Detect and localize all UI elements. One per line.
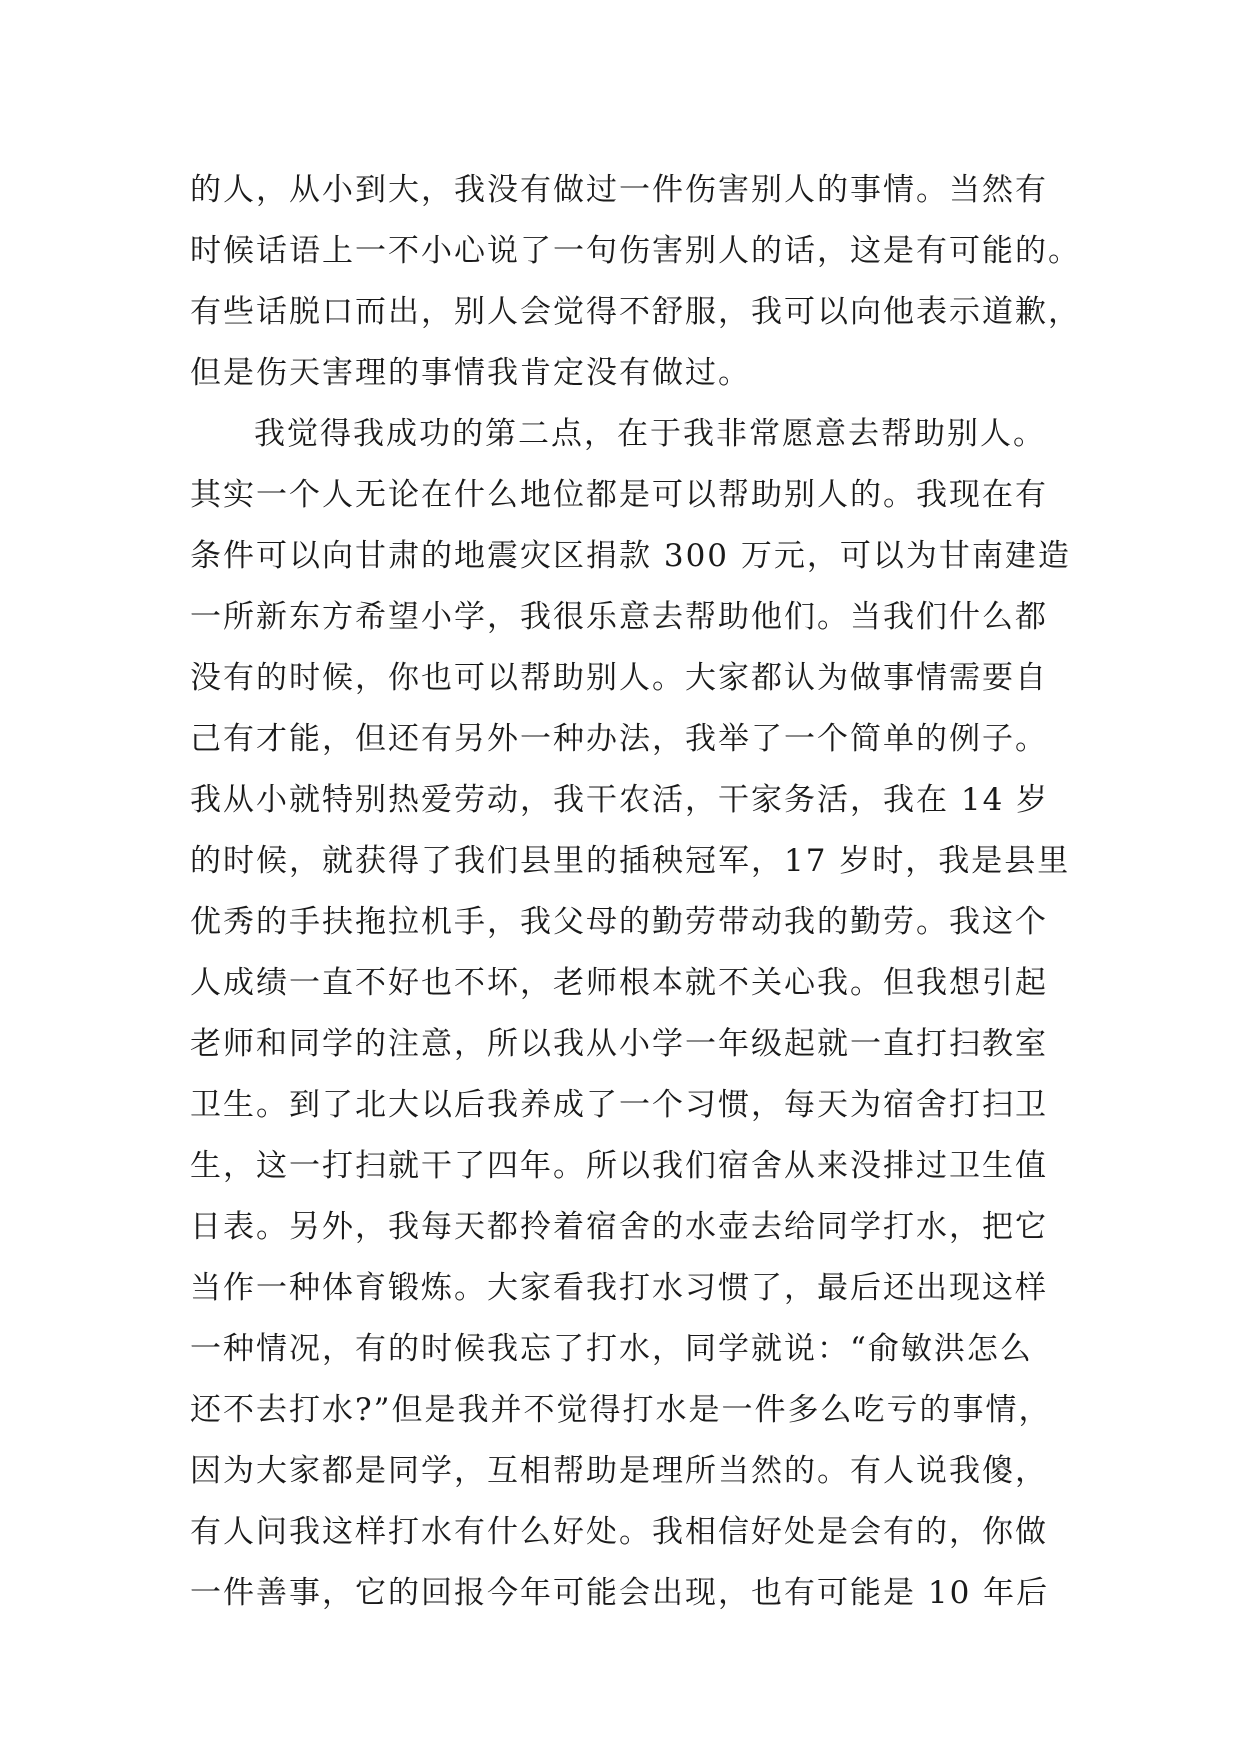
text-line: 我从小就特别热爱劳动，我干农活，干家务活，我在 14 岁 [190, 782, 1050, 818]
text-line: 的人，从小到大，我没有做过一件伤害别人的事情。当然有 [190, 172, 1048, 208]
text-line: 一件善事，它的回报今年可能会出现，也有可能是 10 年后 [190, 1575, 1050, 1611]
text-line: 有些话脱口而出，别人会觉得不舒服，我可以向他表示道歉， [190, 294, 1081, 330]
paragraph-first-line: 我觉得我成功的第二点，在于我非常愿意去帮助别人。 [254, 416, 1046, 452]
body-text [190, 160, 1090, 1624]
text-line: 优秀的手扶拖拉机手，我父母的勤劳带动我的勤劳。我这个 [190, 904, 1048, 940]
text-line: 人成绩一直不好也不坏，老师根本就不关心我。但我想引起 [190, 965, 1048, 1001]
text-line: 一种情况，有的时候我忘了打水，同学就说：“俞敏洪怎么 [190, 1331, 1033, 1367]
text-line: 日表。另外，我每天都拎着宿舍的水壶去给同学打水，把它 [190, 1209, 1048, 1245]
text-line: 条件可以向甘肃的地震灾区捐款 300 万元，可以为甘南建造 [190, 538, 1071, 574]
text-line: 一所新东方希望小学，我很乐意去帮助他们。当我们什么都 [190, 599, 1048, 635]
text-line: 生，这一打扫就干了四年。所以我们宿舍从来没排过卫生值 [190, 1148, 1048, 1184]
text-line: 己有才能，但还有另外一种办法，我举了一个简单的例子。 [190, 721, 1048, 757]
text-line: 时候话语上一不小心说了一句伤害别人的话，这是有可能的。 [190, 233, 1081, 269]
text-line: 卫生。到了北大以后我养成了一个习惯，每天为宿舍打扫卫 [190, 1087, 1048, 1123]
text-line: 其实一个人无论在什么地位都是可以帮助别人的。我现在有 [190, 477, 1048, 513]
text-line: 还不去打水?”但是我并不觉得打水是一件多么吃亏的事情， [190, 1392, 1052, 1428]
text-line: 的时候，就获得了我们县里的插秧冠军，17 岁时，我是县里 [190, 843, 1071, 879]
text-line: 但是伤天害理的事情我肯定没有做过。 [190, 355, 751, 391]
text-line: 有人问我这样打水有什么好处。我相信好处是会有的，你做 [190, 1514, 1048, 1550]
text-line: 老师和同学的注意，所以我从小学一年级起就一直打扫教室 [190, 1026, 1048, 1062]
text-line: 因为大家都是同学，互相帮助是理所当然的。有人说我傻， [190, 1453, 1048, 1489]
text-line: 没有的时候，你也可以帮助别人。大家都认为做事情需要自 [190, 660, 1048, 696]
text-line: 当作一种体育锻炼。大家看我打水习惯了，最后还出现这样 [190, 1270, 1048, 1306]
